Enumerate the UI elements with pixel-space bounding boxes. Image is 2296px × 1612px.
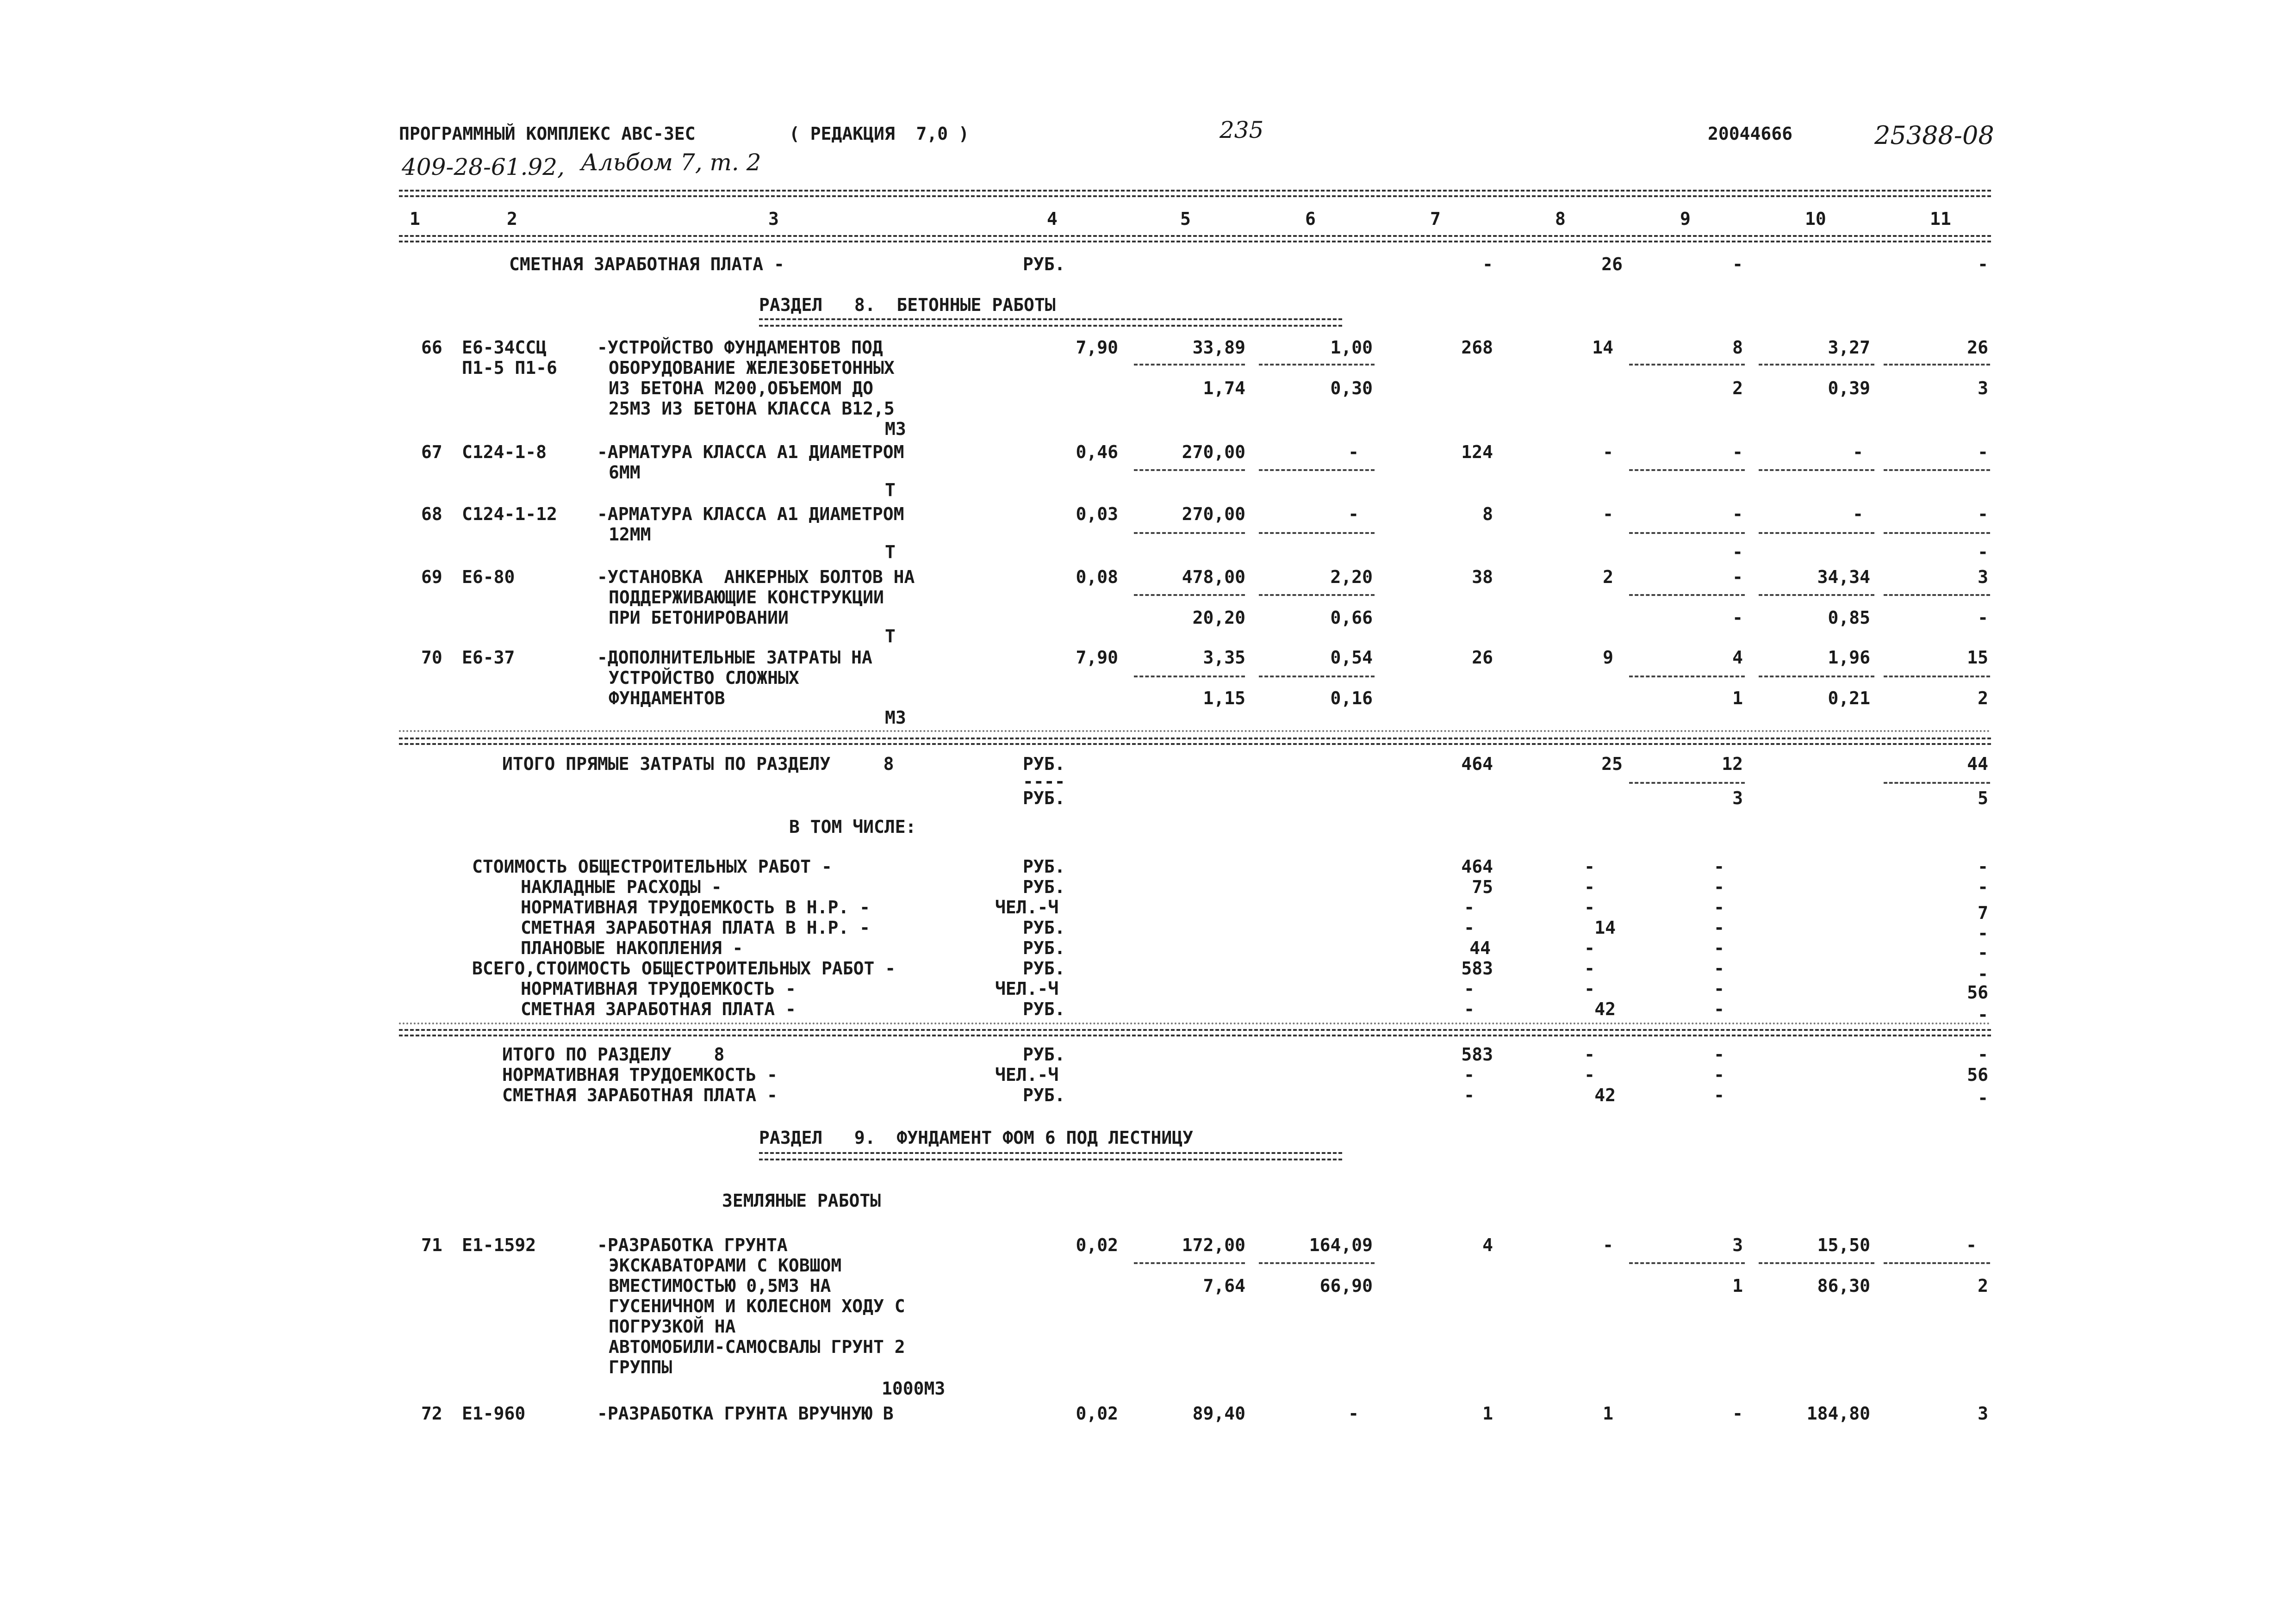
section-total-label: СМЕТНАЯ ЗАРАБОТНАЯ ПЛАТА - (502, 1085, 778, 1105)
breakdown-unit: ЧЕЛ.-Ч (995, 897, 1059, 918)
row-price: 270,00 (1182, 504, 1245, 524)
breakdown-c8: 42 (1594, 999, 1616, 1019)
row-c6: - (1348, 504, 1359, 524)
section-total-c7: - (1464, 1085, 1475, 1105)
row-qty: 7,90 (1076, 647, 1118, 668)
row-desc: -УСТРОЙСТВО ФУНДАМЕНТОВ ПОД (597, 337, 883, 358)
row-c9: 3 (1732, 1235, 1743, 1255)
breakdown-c11: - (1978, 923, 1988, 943)
row-c10: - (1853, 504, 1863, 524)
row-c10: 1,96 (1828, 647, 1870, 668)
sub-rule (1759, 676, 1874, 677)
row-c8: - (1603, 442, 1613, 462)
breakdown-label: ВСЕГО,СТОИМОСТЬ ОБЩЕСТРОИТЕЛЬНЫХ РАБОТ - (472, 958, 896, 979)
section-total-c9: - (1714, 1044, 1724, 1065)
col-header: 2 (507, 209, 517, 229)
breakdown-unit: ЧЕЛ.-Ч (995, 979, 1059, 999)
row-c6: - (1348, 442, 1359, 462)
breakdown-c11: - (1978, 877, 1988, 897)
sub-rule (1759, 532, 1874, 534)
totals-unit2: РУБ. (1023, 788, 1065, 808)
section-total-unit: ЧЕЛ.-Ч (995, 1065, 1059, 1085)
col-header: 1 (410, 209, 420, 229)
row-code-extra: П1-5 П1-6 (462, 358, 557, 378)
row-desc: ФУНДАМЕНТОВ (609, 688, 725, 708)
totals-c11-sub: 5 (1978, 788, 1988, 808)
row-price: 478,00 (1182, 567, 1245, 587)
breakdown-c7: 75 (1472, 877, 1493, 897)
breakdown-c8: - (1584, 979, 1595, 999)
totals-c9: 12 (1722, 754, 1743, 774)
sub-rule (1629, 676, 1745, 677)
row-desc: ГРУППЫ (609, 1357, 672, 1377)
row-c6: - (1348, 1403, 1359, 1424)
row-c7: 4 (1482, 1235, 1493, 1255)
section-total-rule (399, 1029, 1991, 1036)
breakdown-c7: - (1464, 918, 1475, 938)
row-unit: 1000М3 (882, 1378, 946, 1399)
breakdown-c8: - (1584, 856, 1595, 877)
salary-unit: РУБ. (1023, 254, 1065, 274)
handwritten-album-code: 409-28-61.92, (402, 154, 565, 180)
row-c10-sub: 0,85 (1828, 608, 1870, 628)
row-desc: -ДОПОЛНИТЕЛЬНЫЕ ЗАТРАТЫ НА (597, 647, 872, 668)
sub-rule (1134, 594, 1245, 596)
document-code: 20044666 (1708, 124, 1793, 144)
row-price: 270,00 (1182, 442, 1245, 462)
section-total-c11: 56 (1967, 1065, 1988, 1085)
row-qty: 0,03 (1076, 504, 1118, 524)
sub-rule (1259, 469, 1375, 471)
breakdown-c8: - (1584, 938, 1595, 958)
breakdown-c11: - (1978, 1004, 1988, 1025)
section-total-unit: РУБ. (1023, 1085, 1065, 1105)
breakdown-label: СТОИМОСТЬ ОБЩЕСТРОИТЕЛЬНЫХ РАБОТ - (472, 856, 832, 877)
row-c7: 8 (1482, 504, 1493, 524)
sub-rule (1134, 676, 1245, 677)
sub-rule (1629, 594, 1745, 596)
row-c9-sub: 1 (1732, 688, 1743, 708)
row-desc: УСТРОЙСТВО СЛОЖНЫХ (609, 668, 799, 688)
row-code: С124-1-12 (462, 504, 557, 524)
breakdown-label: НОРМАТИВНАЯ ТРУДОЕМКОСТЬ В Н.Р. - (521, 897, 870, 918)
breakdown-unit: РУБ. (1023, 856, 1065, 877)
row-number: 71 (421, 1235, 442, 1255)
row-desc: -РАЗРАБОТКА ГРУНТА ВРУЧНУЮ В (597, 1403, 894, 1424)
sub-rule (1884, 364, 1990, 366)
sub-rule (1629, 532, 1745, 534)
row-c9: - (1732, 442, 1743, 462)
row-c10: 3,27 (1828, 337, 1870, 358)
row-c6: 2,20 (1330, 567, 1373, 587)
totals-c9-sub: 3 (1732, 788, 1743, 808)
row-number: 69 (421, 567, 442, 587)
row-c11-sub: 2 (1978, 1276, 1988, 1296)
row-price: 89,40 (1192, 1403, 1245, 1424)
section-9-title: РАЗДЕЛ 9. ФУНДАМЕНТ ФОМ 6 ПОД ЛЕСТНИЦУ (759, 1128, 1193, 1148)
breakdown-unit: РУБ. (1023, 877, 1065, 897)
section-8-title: РАЗДЕЛ 8. БЕТОННЫЕ РАБОТЫ (759, 295, 1056, 315)
sub-rule (1884, 782, 1990, 784)
row-code: Е6-37 (462, 647, 515, 668)
col-header: 7 (1430, 209, 1441, 229)
col-header: 4 (1047, 209, 1058, 229)
sub-rule (1259, 364, 1375, 366)
row-c6-sub: 0,30 (1330, 378, 1373, 398)
breakdown-label: ПЛАНОВЫЕ НАКОПЛЕНИЯ - (521, 938, 743, 958)
including-label: В ТОМ ЧИСЛЕ: (789, 817, 916, 837)
sub-rule (1629, 469, 1745, 471)
breakdown-unit: РУБ. (1023, 918, 1065, 938)
row-qty: 7,90 (1076, 337, 1118, 358)
row-code: Е1-960 (462, 1403, 526, 1424)
row-number: 72 (421, 1403, 442, 1424)
breakdown-c9: - (1714, 938, 1724, 958)
row-c6: 1,00 (1330, 337, 1373, 358)
col-header: 6 (1305, 209, 1316, 229)
col-header: 3 (768, 209, 779, 229)
section-total-c8: - (1584, 1044, 1595, 1065)
row-c10-sub: 86,30 (1817, 1276, 1870, 1296)
row-price-sub: 7,64 (1203, 1276, 1245, 1296)
row-c6-sub: 0,66 (1330, 608, 1373, 628)
row-desc: ВМЕСТИМОСТЬЮ 0,5М3 НА (609, 1276, 831, 1296)
row-c7: 268 (1461, 337, 1493, 358)
breakdown-c7: 464 (1461, 856, 1493, 877)
row-number: 66 (421, 337, 442, 358)
sub-rule (1759, 469, 1874, 471)
row-desc: 25М3 ИЗ БЕТОНА КЛАССА В12,5 (609, 398, 895, 419)
row-c11-sub: 3 (1978, 378, 1988, 398)
salary-c11: - (1978, 254, 1988, 274)
breakdown-unit: РУБ. (1023, 938, 1065, 958)
salary-label: СМЕТНАЯ ЗАРАБОТНАЯ ПЛАТА - (509, 254, 784, 274)
program-name: ПРОГРАММНЫЙ КОМПЛЕКС АВС-3ЕС (399, 124, 696, 144)
row-unit: Т (885, 480, 896, 500)
row-c10: - (1853, 442, 1863, 462)
totals-rule (399, 738, 1991, 745)
breakdown-c8: - (1584, 958, 1595, 979)
breakdown-c11: - (1978, 964, 1988, 984)
row-code: С124-1-8 (462, 442, 547, 462)
row-c6: 164,09 (1309, 1235, 1373, 1255)
section-total-c7: 583 (1461, 1044, 1493, 1065)
row-desc: ОБОРУДОВАНИЕ ЖЕЛЕЗОБЕТОННЫХ (609, 358, 895, 378)
row-price: 3,35 (1203, 647, 1245, 668)
row-c9-sub: - (1732, 542, 1743, 562)
header-rule-top (399, 190, 1991, 197)
breakdown-c9: - (1714, 999, 1724, 1019)
sub-rule (1884, 532, 1990, 534)
row-c9: 4 (1732, 647, 1743, 668)
col-header: 9 (1680, 209, 1691, 229)
row-c11: 3 (1978, 1403, 1988, 1424)
breakdown-label: НАКЛАДНЫЕ РАСХОДЫ - (521, 877, 722, 897)
sub-rule (1759, 364, 1874, 366)
row-price-sub: 1,15 (1203, 688, 1245, 708)
breakdown-c8: 14 (1594, 918, 1616, 938)
edition-label: ( РЕДАКЦИЯ 7,0 ) (789, 124, 969, 144)
row-c9-sub: 2 (1732, 378, 1743, 398)
row-c8: - (1603, 1235, 1613, 1255)
row-c11-sub: - (1978, 608, 1988, 628)
row-code: Е6-80 (462, 567, 515, 587)
breakdown-c8: - (1584, 897, 1595, 918)
row-desc: -РАЗРАБОТКА ГРУНТА (597, 1235, 788, 1255)
section-total-c8: 42 (1594, 1085, 1616, 1105)
handwritten-album-volume: Альбом 7, т. 2 (581, 149, 761, 176)
sub-rule (1259, 1262, 1375, 1264)
breakdown-label: СМЕТНАЯ ЗАРАБОТНАЯ ПЛАТА В Н.Р. - (521, 918, 870, 938)
section-total-label: НОРМАТИВНАЯ ТРУДОЕМКОСТЬ - (502, 1065, 778, 1085)
row-desc: ПОДДЕРЖИВАЮЩИЕ КОНСТРУКЦИИ (609, 587, 884, 608)
sub-rule (1134, 1262, 1245, 1264)
row-c8: 14 (1592, 337, 1613, 358)
breakdown-label: НОРМАТИВНАЯ ТРУДОЕМКОСТЬ - (521, 979, 796, 999)
row-desc: ИЗ БЕТОНА М200,ОБЪЕМОМ ДО (609, 378, 873, 398)
breakdown-c9: - (1714, 877, 1724, 897)
row-desc: ГУСЕНИЧНОМ И КОЛЕСНОМ ХОДУ С (609, 1296, 905, 1316)
row-c11: - (1978, 504, 1988, 524)
sub-rule (1134, 469, 1245, 471)
row-unit: М3 (885, 707, 906, 728)
totals-unit-sub: ---- (1023, 771, 1065, 792)
sub-rule (1759, 1262, 1874, 1264)
row-code: Е1-1592 (462, 1235, 536, 1255)
row-desc: ПРИ БЕТОНИРОВАНИИ (609, 608, 789, 628)
breakdown-unit: РУБ. (1023, 958, 1065, 979)
row-c11-sub: - (1978, 542, 1988, 562)
handwritten-number: 25388-08 (1874, 121, 1994, 150)
breakdown-c9: - (1714, 856, 1724, 877)
row-c9: - (1732, 567, 1743, 587)
sub-rule (1259, 594, 1375, 596)
breakdown-c11: 56 (1967, 982, 1988, 1003)
row-desc: ПОГРУЗКОЙ НА (609, 1316, 736, 1337)
breakdown-c9: - (1714, 979, 1724, 999)
totals-c11: 44 (1967, 754, 1988, 774)
section-9-subtitle: ЗЕМЛЯНЫЕ РАБОТЫ (722, 1190, 881, 1211)
row-c9-sub: - (1732, 608, 1743, 628)
row-c11: 26 (1967, 337, 1988, 358)
sub-rule (1629, 1262, 1745, 1264)
row-c10: 15,50 (1817, 1235, 1870, 1255)
breakdown-unit: РУБ. (1023, 999, 1065, 1019)
dotted-rule (399, 730, 1991, 732)
row-qty: 0,02 (1076, 1235, 1118, 1255)
row-c10-sub: 0,21 (1828, 688, 1870, 708)
header-rule-bottom (399, 235, 1991, 242)
row-c9: - (1732, 1403, 1743, 1424)
row-unit: Т (885, 542, 896, 562)
row-c11: - (1966, 1235, 1977, 1255)
breakdown-c7: - (1464, 999, 1475, 1019)
sub-rule (1629, 364, 1745, 366)
row-c11: 3 (1978, 567, 1988, 587)
row-c8: 2 (1603, 567, 1613, 587)
sub-rule (1884, 676, 1990, 677)
row-price-sub: 20,20 (1192, 608, 1245, 628)
section-total-c9: - (1714, 1065, 1724, 1085)
breakdown-label: СМЕТНАЯ ЗАРАБОТНАЯ ПЛАТА - (521, 999, 796, 1019)
row-c10-sub: 0,39 (1828, 378, 1870, 398)
section-total-label: ИТОГО ПО РАЗДЕЛУ 8 (502, 1044, 725, 1065)
breakdown-c9: - (1714, 958, 1724, 979)
row-desc: -АРМАТУРА КЛАССА А1 ДИАМЕТРОМ (597, 504, 904, 524)
dotted-rule (399, 1023, 1991, 1024)
sub-rule (1259, 532, 1375, 534)
section-total-c9: - (1714, 1085, 1724, 1105)
sub-rule (1134, 532, 1245, 534)
sub-rule (1134, 364, 1245, 366)
row-desc: 12ММ (609, 524, 651, 545)
row-number: 68 (421, 504, 442, 524)
row-c6: 0,54 (1330, 647, 1373, 668)
row-qty: 0,02 (1076, 1403, 1118, 1424)
row-price: 172,00 (1182, 1235, 1245, 1255)
breakdown-c7: 583 (1461, 958, 1493, 979)
breakdown-c7: 44 (1469, 938, 1491, 958)
breakdown-c11: 7 (1978, 903, 1988, 923)
section-9-underline (759, 1152, 1342, 1160)
row-desc: 6ММ (609, 462, 641, 483)
col-header: 5 (1180, 209, 1191, 229)
page-number: 235 (1220, 117, 1264, 143)
section-total-c7: - (1464, 1065, 1475, 1085)
row-price-sub: 1,74 (1203, 378, 1245, 398)
row-c6-sub: 66,90 (1319, 1276, 1373, 1296)
row-desc: -АРМАТУРА КЛАССА А1 ДИАМЕТРОМ (597, 442, 904, 462)
row-desc: ЭКСКАВАТОРАМИ С КОВШОМ (609, 1255, 842, 1276)
row-unit: Т (885, 626, 896, 646)
totals-label: ИТОГО ПРЯМЫЕ ЗАТРАТЫ ПО РАЗДЕЛУ 8 (502, 754, 894, 774)
row-qty: 0,46 (1076, 442, 1118, 462)
salary-c7: - (1482, 254, 1493, 274)
row-c10: 184,80 (1806, 1403, 1870, 1424)
row-c11: 15 (1967, 647, 1988, 668)
salary-c8: 26 (1601, 254, 1623, 274)
row-number: 67 (421, 442, 442, 462)
row-unit: М3 (885, 419, 906, 439)
breakdown-c11: - (1978, 856, 1988, 877)
row-c7: 1 (1482, 1403, 1493, 1424)
salary-c9: - (1732, 254, 1743, 274)
row-number: 70 (421, 647, 442, 668)
row-desc: АВТОМОБИЛИ-САМОСВАЛЫ ГРУНТ 2 (609, 1337, 905, 1357)
col-header: 11 (1930, 209, 1951, 229)
row-c9: 8 (1732, 337, 1743, 358)
breakdown-c9: - (1714, 918, 1724, 938)
row-c10: 34,34 (1817, 567, 1870, 587)
breakdown-c7: - (1464, 979, 1475, 999)
row-c8: 1 (1603, 1403, 1613, 1424)
row-desc: -УСТАНОВКА АНКЕРНЫХ БОЛТОВ НА (597, 567, 915, 587)
row-c7: 38 (1472, 567, 1493, 587)
sub-rule (1884, 1262, 1990, 1264)
row-qty: 0,08 (1076, 567, 1118, 587)
breakdown-c11: - (1978, 942, 1988, 963)
sub-rule (1259, 676, 1375, 677)
row-c7: 26 (1472, 647, 1493, 668)
row-code: Е6-34ССЦ (462, 337, 547, 358)
sub-rule (1884, 469, 1990, 471)
sub-rule (1759, 594, 1874, 596)
row-c9: - (1732, 504, 1743, 524)
breakdown-c9: - (1714, 897, 1724, 918)
row-c11-sub: 2 (1978, 688, 1988, 708)
breakdown-c7: - (1464, 897, 1475, 918)
row-c11: - (1978, 442, 1988, 462)
row-c7: 124 (1461, 442, 1493, 462)
row-c8: 9 (1603, 647, 1613, 668)
section-total-c11: - (1978, 1088, 1988, 1108)
col-header: 8 (1555, 209, 1566, 229)
totals-unit: РУБ. (1023, 754, 1065, 774)
row-c6-sub: 0,16 (1330, 688, 1373, 708)
col-header: 10 (1805, 209, 1826, 229)
totals-c7: 464 (1461, 754, 1493, 774)
sub-rule (1629, 782, 1745, 784)
section-total-c8: - (1584, 1065, 1595, 1085)
row-c9-sub: 1 (1732, 1276, 1743, 1296)
row-price: 33,89 (1192, 337, 1245, 358)
section-total-unit: РУБ. (1023, 1044, 1065, 1065)
sub-rule (1884, 594, 1990, 596)
section-8-underline (759, 318, 1342, 327)
totals-c8: 25 (1601, 754, 1623, 774)
section-total-c11: - (1978, 1044, 1988, 1065)
breakdown-c8: - (1584, 877, 1595, 897)
row-c8: - (1603, 504, 1613, 524)
